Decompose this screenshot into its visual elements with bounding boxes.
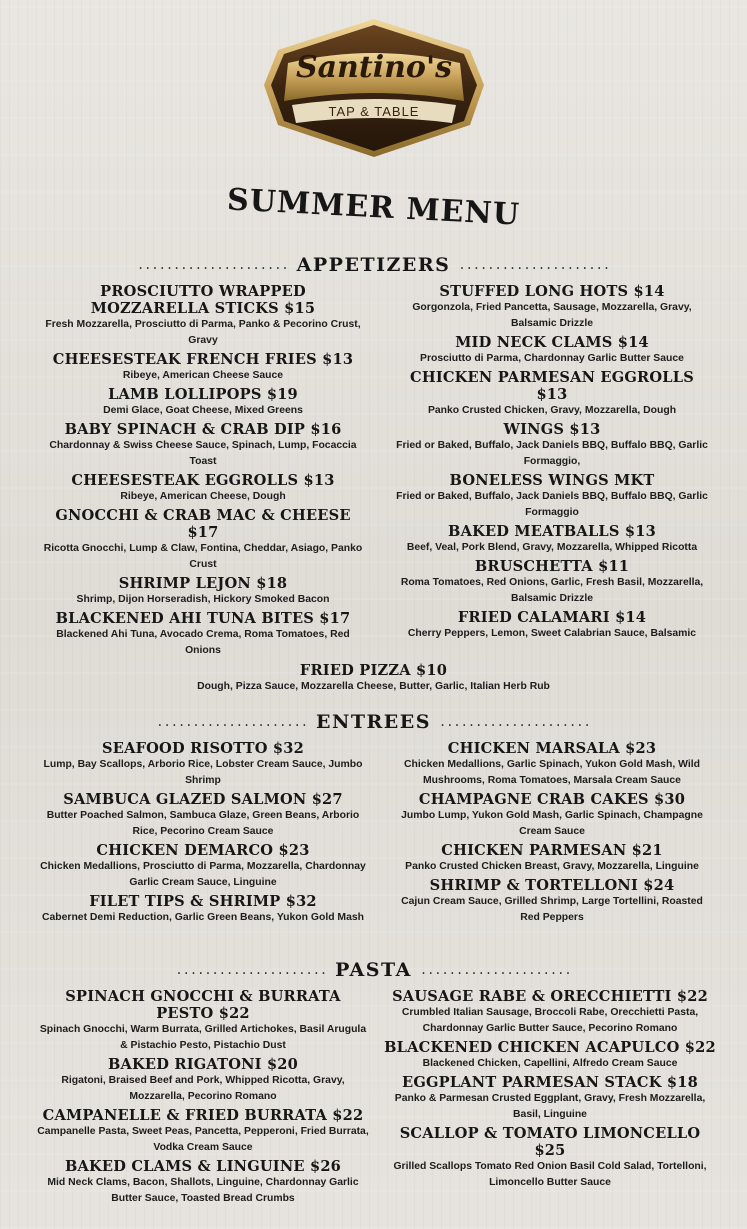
menu-item	[40, 283, 366, 349]
menu-item	[392, 472, 712, 521]
item-name: SHRIMP LEJON $18	[118, 575, 288, 592]
divider-dots: .....................	[419, 963, 572, 977]
item-desc: Chicken Medallions, Garlic Spinach, Yukon Gold Mash, Wild Mushrooms, Roma Tomatoes, Marsala Cream Sauce	[404, 759, 700, 786]
menu-item	[40, 610, 366, 659]
item-desc: Gorgonzola, Fried Pancetta, Sausage, Mozzarella, Gravy, Balsamic Drizzle	[412, 302, 692, 329]
item-name: BONELESS WINGS MKT	[449, 472, 655, 489]
item-name: FRIED CALAMARI $14	[457, 609, 647, 626]
item-name: SAMBUCA GLAZED SALMON $27	[63, 791, 343, 808]
menu-item	[40, 351, 366, 384]
item-desc: Rigatoni, Braised Beef and Pork, Whipped Ricotta, Gravy, Mozzarella, Pecorino Romano	[61, 1075, 345, 1102]
pasta-title: PASTA	[335, 959, 412, 981]
entrees-header	[0, 711, 747, 733]
item-desc: Ribeye, American Cheese, Dough	[120, 491, 286, 502]
appetizers-right-column	[392, 283, 712, 644]
item-desc: Fried or Baked, Buffalo, Jack Daniels BBQ, Buffalo BBQ, Garlic Formaggio	[396, 491, 708, 518]
item-name: CHICKEN MARSALA $23	[447, 740, 657, 757]
entrees-left-column	[40, 740, 366, 928]
item-desc: Cajun Cream Sauce, Grilled Shrimp, Large Tortellini, Roasted Red Peppers	[401, 896, 703, 923]
entrees-title: ENTREES	[316, 711, 431, 733]
item-name: CHEESESTEAK EGGROLLS $13	[71, 472, 335, 489]
pasta-right-column	[384, 988, 716, 1193]
item-name: CHAMPAGNE CRAB CAKES $30	[418, 791, 686, 808]
item-desc: Demi Glace, Goat Cheese, Mixed Greens	[103, 405, 303, 416]
item-desc: Ribeye, American Cheese Sauce	[122, 370, 284, 381]
item-name: PROSCIUTTO WRAPPED MOZZARELLA STICKS $15	[90, 283, 316, 317]
item-desc: Fried or Baked, Buffalo, Jack Daniels BBQ, Buffalo BBQ, Garlic Formaggio,	[396, 440, 708, 467]
item-name: FILET TIPS & SHRIMP $32	[89, 893, 317, 910]
item-desc: Lump, Bay Scallops, Arborio Rice, Lobster Cream Sauce, Jumbo Shrimp	[43, 759, 363, 786]
page-title: SUMMER MENU	[226, 182, 521, 233]
item-desc: Cherry Peppers, Lemon, Sweet Calabrian Sauce, Balsamic	[407, 628, 697, 639]
item-desc: Prosciutto di Parma, Chardonnay Garlic Butter Sauce	[420, 353, 684, 364]
item-desc: Blackened Ahi Tuna, Avocado Crema, Roma Tomatoes, Red Onions	[56, 629, 350, 656]
item-desc: Chicken Medallions, Prosciutto di Parma, Mozzarella, Chardonnay Garlic Cream Sauce, Linguine	[40, 861, 366, 888]
menu-item	[392, 523, 712, 556]
item-desc: Jumbo Lump, Yukon Gold Mash, Garlic Spinach, Champagne Cream Sauce	[401, 810, 703, 837]
item-name: GNOCCHI & CRAB MAC & CHEESE $17	[55, 507, 351, 541]
item-desc: Campanelle Pasta, Sweet Peas, Pancetta, Pepperoni, Fried Burrata, Vodka Cream Sauce	[37, 1126, 369, 1153]
item-name: SHRIMP & TORTELLONI $24	[429, 877, 675, 894]
item-name: SEAFOOD RISOTTO $32	[102, 740, 304, 757]
menu-item	[392, 558, 712, 607]
item-desc: Butter Poached Salmon, Sambuca Glaze, Green Beans, Arborio Rice, Pecorino Cream Sauce	[46, 810, 360, 837]
menu-item	[40, 893, 366, 926]
item-name: CHICKEN DEMARCO $23	[96, 842, 310, 859]
item-name: STUFFED LONG HOTS $14	[439, 283, 665, 300]
item-desc: Shrimp, Dijon Horseradish, Hickory Smoked Bacon	[76, 594, 330, 605]
item-desc: Grilled Scallops Tomato Red Onion Basil Cold Salad, Tortelloni, Limoncello Butter Sauce	[393, 1161, 707, 1188]
menu-item	[40, 507, 366, 573]
item-desc: Panko Crusted Chicken, Gravy, Mozzarella, Dough	[427, 405, 677, 416]
item-name: WINGS $13	[503, 421, 601, 438]
item-desc: Beef, Veal, Pork Blend, Gravy, Mozzarella, Whipped Ricotta	[406, 542, 698, 553]
menu-item	[36, 988, 370, 1054]
item-desc: Fresh Mozzarella, Prosciutto di Parma, Panko & Pecorino Crust, Gravy	[45, 319, 361, 346]
item-name: BAKED MEATBALLS $13	[448, 523, 656, 540]
item-desc: Ricotta Gnocchi, Lump & Claw, Fontina, Cheddar, Asiago, Panko Crust	[43, 543, 363, 570]
divider-dots: .....................	[175, 963, 328, 977]
menu-item	[40, 386, 366, 419]
item-name: EGGPLANT PARMESAN STACK $18	[402, 1074, 698, 1091]
item-name: BAKED RIGATONI $20	[107, 1056, 299, 1073]
appetizers-left-column	[40, 283, 366, 661]
menu-item	[40, 842, 366, 891]
menu-item	[392, 791, 712, 840]
item-name: BAKED CLAMS & LINGUINE $26	[64, 1158, 342, 1175]
item-name: SAUSAGE RABE & ORECCHIETTI $22	[392, 988, 708, 1005]
menu-item-centered	[0, 662, 747, 695]
menu-item	[40, 421, 366, 470]
item-desc: Roma Tomatoes, Red Onions, Garlic, Fresh Basil, Mozzarella, Balsamic Drizzle	[400, 577, 704, 604]
item-desc: Chardonnay & Swiss Cheese Sauce, Spinach, Lump, Focaccia Toast	[49, 440, 357, 467]
item-name: CHICKEN PARMESAN $21	[441, 842, 663, 859]
menu-item	[36, 1056, 370, 1105]
item-name: SCALLOP & TOMATO LIMONCELLO $25	[399, 1125, 701, 1159]
menu-item	[392, 740, 712, 789]
item-desc: Dough, Pizza Sauce, Mozzarella Cheese, Butter, Garlic, Italian Herb Rub	[197, 681, 550, 692]
brand-name: Santino's	[295, 50, 453, 85]
brand-tagline: TAP & TABLE	[328, 104, 420, 119]
menu-item	[392, 842, 712, 875]
item-name: CAMPANELLE & FRIED BURRATA $22	[42, 1107, 364, 1124]
menu-item	[40, 472, 366, 505]
item-desc: Mid Neck Clams, Bacon, Shallots, Linguine, Chardonnay Garlic Butter Sauce, Toasted Bread Crumbs	[47, 1177, 359, 1204]
menu-item	[40, 575, 366, 608]
pasta-left-column	[36, 988, 370, 1209]
menu-item	[36, 1107, 370, 1156]
menu-item	[392, 334, 712, 367]
divider-dots: .....................	[156, 715, 309, 729]
appetizers-title: APPETIZERS	[296, 254, 451, 276]
item-name: SPINACH GNOCCHI & BURRATA PESTO $22	[65, 988, 341, 1022]
item-name: FRIED PIZZA $10	[299, 662, 448, 679]
item-desc: Crumbled Italian Sausage, Broccoli Rabe, Orecchietti Pasta, Chardonnay Garlic Butter Sauce, Pecorino Romano	[401, 1007, 699, 1034]
item-name: CHICKEN PARMESAN EGGROLLS $13	[410, 369, 694, 403]
menu-item	[392, 369, 712, 419]
menu-item	[40, 740, 366, 789]
brand-logo	[258, 15, 490, 161]
item-desc: Cabernet Demi Reduction, Garlic Green Beans, Yukon Gold Mash	[42, 912, 364, 923]
item-desc: Panko & Parmesan Crusted Eggplant, Gravy, Fresh Mozzarella, Basil, Linguine	[394, 1093, 706, 1120]
menu-item	[384, 1074, 716, 1123]
pasta-header	[0, 959, 747, 981]
item-desc: Blackened Chicken, Capellini, Alfredo Cream Sauce	[422, 1058, 678, 1069]
menu-item	[384, 1125, 716, 1191]
divider-dots: .....................	[438, 715, 591, 729]
menu-item	[36, 1158, 370, 1207]
item-name: BLACKENED CHICKEN ACAPULCO $22	[384, 1039, 716, 1056]
appetizers-header	[0, 254, 747, 276]
menu-item	[392, 421, 712, 470]
menu-item	[40, 791, 366, 840]
item-name: LAMB LOLLIPOPS $19	[108, 386, 298, 403]
menu-item	[392, 877, 712, 926]
item-desc: Spinach Gnocchi, Warm Burrata, Grilled Artichokes, Basil Arugula & Pistachio Pesto, Pistachio Dust	[39, 1024, 367, 1051]
menu-item	[392, 283, 712, 332]
item-desc: Panko Crusted Chicken Breast, Gravy, Mozzarella, Linguine	[405, 861, 699, 872]
menu-item	[384, 1039, 716, 1072]
divider-dots: .....................	[136, 258, 289, 272]
item-name: BABY SPINACH & CRAB DIP $16	[64, 421, 342, 438]
item-name: BLACKENED AHI TUNA BITES $17	[55, 610, 351, 627]
item-name: MID NECK CLAMS $14	[455, 334, 649, 351]
item-name: CHEESESTEAK FRENCH FRIES $13	[52, 351, 354, 368]
entrees-right-column	[392, 740, 712, 928]
divider-dots: .....................	[458, 258, 611, 272]
item-name: BRUSCHETTA $11	[474, 558, 630, 575]
menu-item	[392, 609, 712, 642]
menu-item	[384, 988, 716, 1037]
logo-graphic	[258, 15, 490, 161]
